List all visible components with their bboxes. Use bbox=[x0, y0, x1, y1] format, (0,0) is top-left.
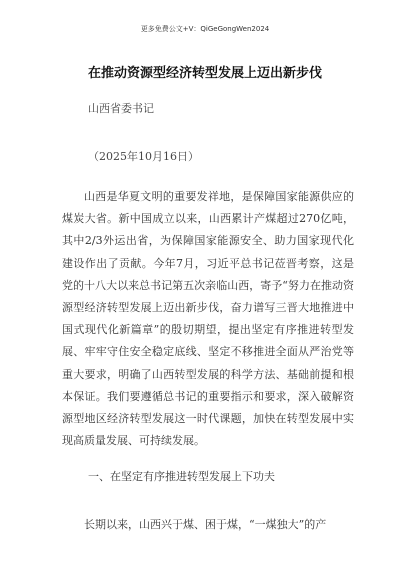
header-note: 更多免费公文+V：QiGeGongWen2024 bbox=[140, 25, 270, 33]
body-paragraph-2: 长期以来，山西兴于煤、困于煤，“一煤独大”的产 bbox=[84, 518, 327, 531]
body-paragraph-1: 山西是华夏文明的重要发祥地，是保障国家能源供应的煤炭大省。新中国成立以来，山西累计产煤超过270亿吨，其中2/3外运出省，为保障国家能源安全、助力国家现代化建设作出了贡献。今年7月，习近平总书记莅晋考察，这是党的十八大以来总书记第五次亲临山西，寄予“努力在推动资源型经济转型发展上迈出新步伐，奋力谱写三晋大地推进中国式现代化新篇章”的殷切期望，提出坚定有序推进转型发展、牢牢守住安全稳定底线、坚定不移推进全面从严治党等重大要求，明确了山西转型发展的科学方法、基础前提和根本保证。我们要遵循总书记的重要指示和要求，深入破解资源型地区经济转型发展这一时代课题，加快在转型发展中实现高质量发展、可持续发展。 bbox=[62, 190, 354, 448]
document-title: 在推动资源型经济转型发展上迈出新步伐 bbox=[87, 66, 322, 81]
author-line: 山西省委书记 bbox=[88, 102, 154, 115]
section-heading-1: 一、在坚定有序推进转型发展上下功夫 bbox=[88, 470, 275, 483]
date-line: （2025年10月16日） bbox=[88, 150, 199, 163]
